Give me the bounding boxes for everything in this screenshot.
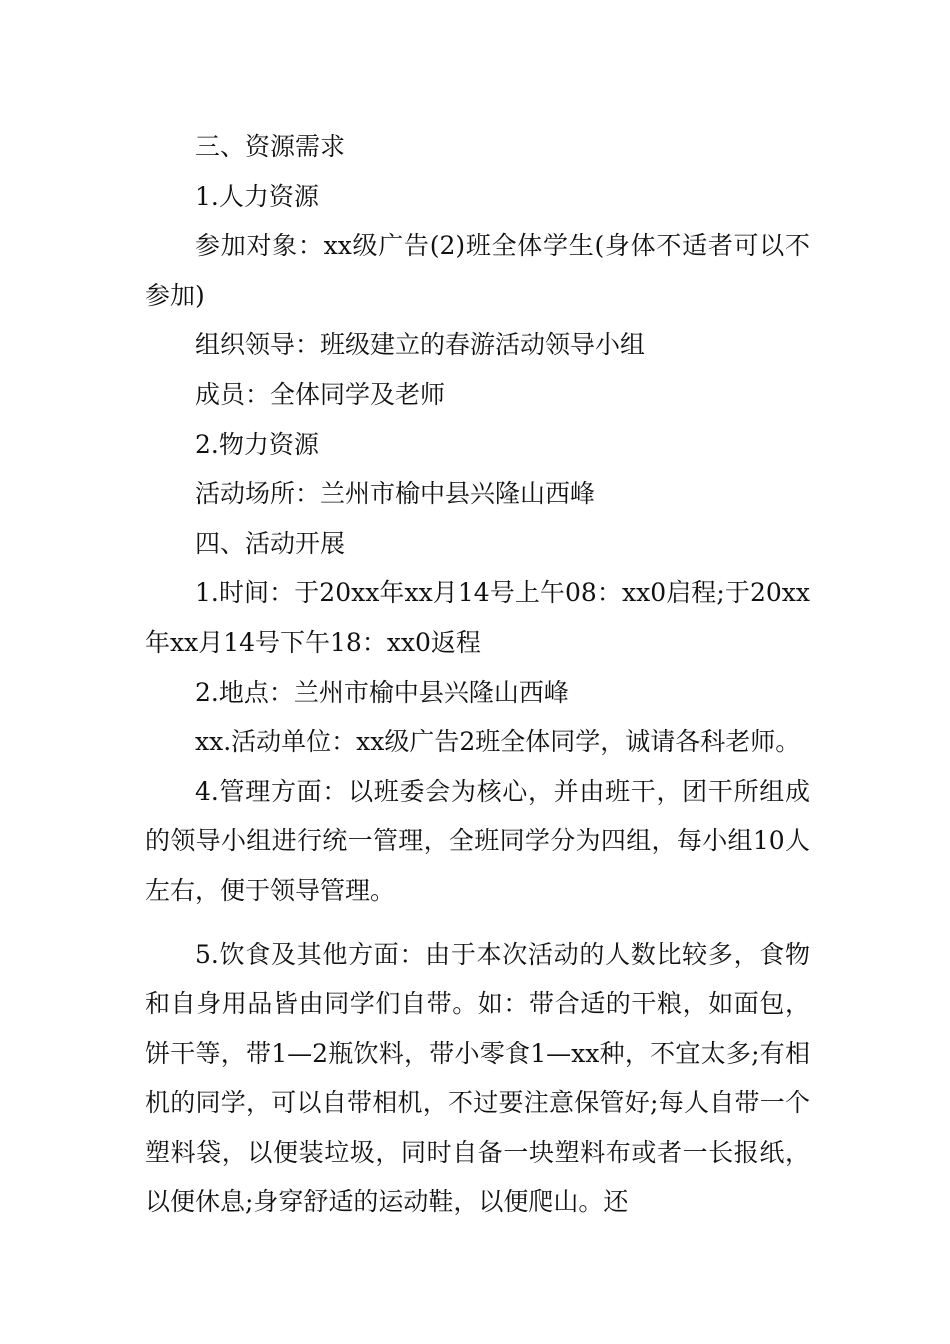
paragraph-organizers: 组织领导：班级建立的春游活动领导小组 xyxy=(195,330,646,360)
subheading-material-resources: 2.物力资源 xyxy=(195,429,319,459)
document-body xyxy=(145,122,810,1227)
paragraph-participants: 参加对象：xx级广告(2)班全体学生(身体不适者可以不参加) xyxy=(145,231,810,310)
paragraph-venue: 活动场所：兰州市榆中县兴隆山西峰 xyxy=(195,479,596,509)
paragraph-members: 成员：全体同学及老师 xyxy=(195,379,446,409)
paragraph-management: 4.管理方面：以班委会为核心，并由班干，团干所组成的领导小组进行统一管理，全班同学分为四组，每小组10人左右，便于领导管理。 xyxy=(145,776,810,905)
paragraph-food-and-other: 5.饮食及其他方面：由于本次活动的人数比较多，食物和自身用品皆由同学们自带。如：带合适的干粮，如面包，饼干等，带1—2瓶饮料，带小零食1—xx种，不宜太多;有相机的同学，可以自带相机，不过要注意保管好;每人自带一个塑料袋，以便装垃圾，同时自备一块塑料布或者一长报纸，以便休息;身穿舒适的运动鞋，以便爬山。还 xyxy=(145,939,810,1217)
section-heading-activities: 四、活动开展 xyxy=(195,528,346,558)
paragraph-location: 2.地点：兰州市榆中县兴隆山西峰 xyxy=(195,677,569,707)
paragraph-unit: xx.活动单位：xx级广告2班全体同学，诚请各科老师。 xyxy=(195,727,801,757)
section-heading-resources: 三、资源需求 xyxy=(195,132,346,161)
subheading-human-resources: 1.人力资源 xyxy=(195,181,319,211)
paragraph-time: 1.时间：于20xx年xx月14号上午08：xx0启程;于20xx年xx月14号下午18：xx0返程 xyxy=(145,578,810,657)
